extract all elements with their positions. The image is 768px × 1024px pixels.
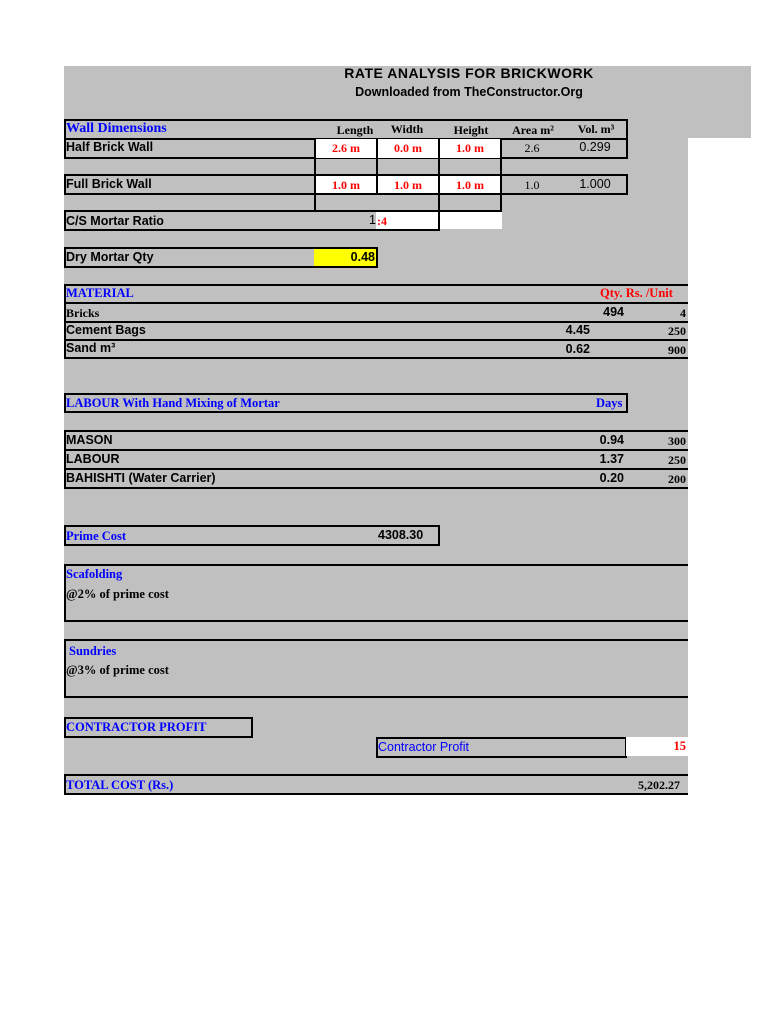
full-length-input[interactable]: 1.0 m <box>332 178 360 192</box>
dry-mortar-value: 0.48 <box>350 250 375 264</box>
divider <box>64 430 688 432</box>
divider <box>64 229 440 231</box>
scaffolding-desc: @2% of prime cost <box>66 587 169 601</box>
material-row-name: Cement Bags <box>66 323 146 337</box>
material-row-qty: 0.62 <box>565 342 590 356</box>
labour-row-rate: 300 <box>668 434 686 448</box>
divider <box>64 564 688 566</box>
labour-row-days: 0.94 <box>599 433 624 447</box>
divider <box>64 468 688 470</box>
full-height-input[interactable]: 1.0 m <box>456 178 484 192</box>
labour-row-days: 1.37 <box>599 452 624 466</box>
material-row-name: Bricks <box>66 306 100 320</box>
material-row-rate: 250 <box>668 324 686 338</box>
half-width-input[interactable]: 0.0 m <box>394 141 422 155</box>
cell-border <box>500 159 502 175</box>
divider <box>64 696 688 698</box>
half-brick-wall-label: Half Brick Wall <box>66 140 154 154</box>
material-row-qty: 494 <box>603 305 624 319</box>
half-vol-value: 0.299 <box>579 140 611 154</box>
divider <box>64 639 688 641</box>
labour-row-name: MASON <box>66 433 113 447</box>
cell-border <box>438 210 440 231</box>
page-subtitle: Downloaded from TheConstructor.Org <box>355 85 583 99</box>
sundries-label: Sundries <box>69 644 117 658</box>
scaffolding-label: Scafolding <box>66 567 123 581</box>
divider <box>64 774 688 776</box>
material-row-qty: 4.45 <box>565 323 590 337</box>
total-cost-value: 5,202.27 <box>638 778 680 792</box>
mortar-empty-cell-bg <box>440 212 502 229</box>
cell-border <box>314 159 316 175</box>
divider <box>64 284 688 286</box>
full-width-input[interactable]: 1.0 m <box>394 178 422 192</box>
cell-border <box>438 159 440 175</box>
half-length-input[interactable]: 2.6 m <box>332 141 360 155</box>
sundries-desc: @3% of prime cost <box>66 663 169 677</box>
col-height-header: Height <box>453 123 489 137</box>
cell-border <box>314 195 316 212</box>
material-qty-rate-header: Qty. Rs. /Unit <box>600 286 673 300</box>
labour-row-name: BAHISHTI (Water Carrier) <box>66 471 216 485</box>
divider <box>64 302 688 304</box>
labour-row-days: 0.20 <box>599 471 624 485</box>
half-height-input[interactable]: 1.0 m <box>456 141 484 155</box>
divider <box>64 620 688 622</box>
contractor-profit-label: CONTRACTOR PROFIT <box>66 720 207 734</box>
dry-mortar-label: Dry Mortar Qty <box>66 250 154 264</box>
labour-row-name: LABOUR <box>66 452 120 466</box>
material-row-rate: 900 <box>668 343 686 357</box>
labour-days-header: Days <box>596 396 623 410</box>
col-length-header: Length <box>336 123 374 137</box>
wall-dimensions-label: Wall Dimensions <box>66 121 167 136</box>
labour-label: LABOUR With Hand Mixing of Mortar <box>66 396 280 410</box>
contractor-profit-sub-label: Contractor Profit <box>378 740 470 754</box>
full-area-value: 1.0 <box>524 178 540 192</box>
material-label: MATERIAL <box>66 286 134 300</box>
divider <box>64 357 688 359</box>
contractor-profit-input[interactable]: 15 <box>673 739 686 753</box>
mortar-cement-part[interactable]: 1 <box>369 213 376 227</box>
full-brick-wall-label: Full Brick Wall <box>66 177 152 191</box>
col-area-header: Area m² <box>512 123 554 137</box>
total-cost-label: TOTAL COST (Rs.) <box>66 778 174 792</box>
page-title: RATE ANALYSIS FOR BRICKWORK <box>344 65 594 81</box>
col-width-header: Width <box>390 122 424 136</box>
cell-border <box>500 195 502 212</box>
full-vol-value: 1.000 <box>579 177 611 191</box>
divider <box>64 339 688 341</box>
cell-border <box>376 159 378 175</box>
material-row-name: Sand m³ <box>66 341 116 355</box>
mortar-sand-part[interactable]: :4 <box>377 214 387 228</box>
divider <box>64 321 688 323</box>
half-area-value: 2.6 <box>524 141 540 155</box>
divider <box>64 487 688 489</box>
labour-row-rate: 200 <box>668 472 686 486</box>
divider <box>64 449 688 451</box>
divider <box>64 793 688 795</box>
material-row-rate: 4 <box>680 306 686 320</box>
prime-cost-label: Prime Cost <box>66 529 127 543</box>
col-vol-header: Vol. m³ <box>577 122 615 136</box>
labour-row-rate: 250 <box>668 453 686 467</box>
mortar-ratio-label: C/S Mortar Ratio <box>66 214 164 228</box>
prime-cost-value: 4308.30 <box>378 528 424 542</box>
